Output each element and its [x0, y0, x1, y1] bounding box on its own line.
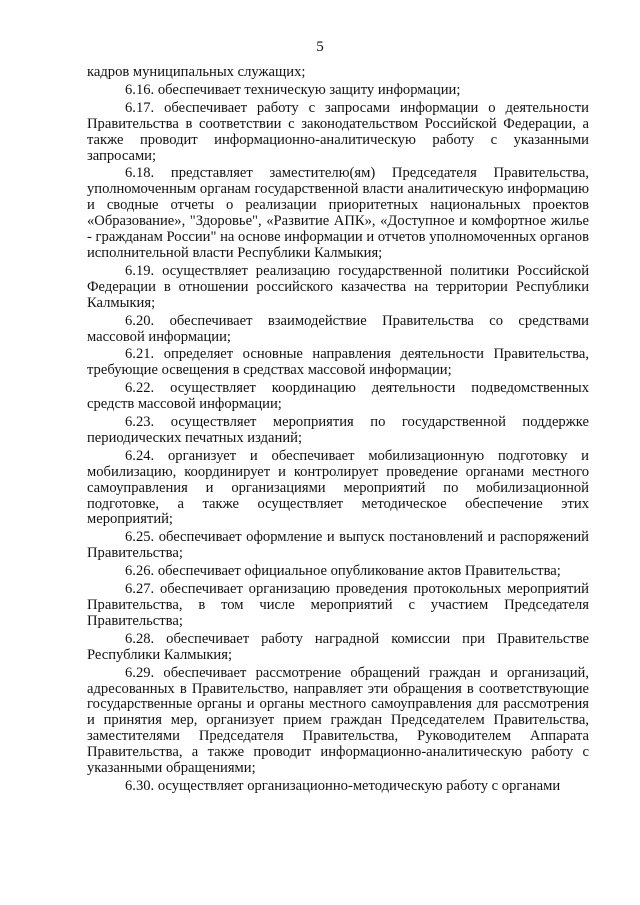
paragraph-6-25: 6.25. обеспечивает оформление и выпуск постановлений и распоряжений Правительства; [87, 529, 589, 562]
paragraph-6-29: 6.29. обеспечивает рассмотрение обращений граждан и организаций, адресованных в Правительство, направляет эти обращения в соответствующие государственные органы и органы местного самоуправления для рассмотрения и принятия мер, организует прием граждан Председателем Правительства, заместителями Председателя Правительства, Руководителем Аппарата Правительства, а также проводит информационно-аналитическую работу с указанными обращениями; [87, 664, 589, 777]
paragraph-6-30: 6.30. осуществляет организационно-методическую работу с органами [125, 777, 561, 794]
paragraph-6-16: 6.16. обеспечивает техническую защиту информации; [125, 81, 461, 98]
document-body [87, 65, 589, 797]
page-number: 5 [316, 39, 324, 55]
paragraph-6-21: 6.21. определяет основные направления деятельности Правительства, требующие освещения в средствах массовой информации; [87, 346, 589, 379]
paragraph-6-28: 6.28. обеспечивает работу наградной комиссии при Правительстве Республики Калмыкия; [87, 630, 589, 663]
paragraph-6-17: 6.17. обеспечивает работу с запросами информации о деятельности Правительства в соответствии с законодательством Российской Федерации, а также проводит информационно-аналитическую работу с указанными запросами; [87, 99, 589, 164]
paragraph-6-18: 6.18. представляет заместителю(ям) Председателя Правительства, уполномоченным органам государственной власти аналитическую информацию и сводные отчеты о реализации приоритетных национальных проектов «Образование», "Здоровье", «Развитие АПК», «Доступное и комфортное жилье - гражданам России" на основе информации и отчетов уполномоченных органов исполнительной власти Республики Калмыкия; [87, 165, 589, 261]
paragraph-6-23: 6.23. осуществляет мероприятия по государственной поддержке периодических печатных изданий; [87, 414, 589, 446]
paragraph-6-20: 6.20. обеспечивает взаимодействие Правительства со средствами массовой информации; [87, 312, 589, 345]
paragraph-6-24: 6.24. организует и обеспечивает мобилизационную подготовку и мобилизацию, координирует и контролирует проведение органами местного самоуправления и организациями мероприятий по мобилизационной подготовке, а также осуществляет методическое обеспечение этих мероприятий; [87, 447, 589, 528]
paragraph-6-22: 6.22. осуществляет координацию деятельности подведомственных средств массовой информации; [87, 380, 589, 413]
paragraph-6-19: 6.19. осуществляет реализацию государственной политики Российской Федерации в отношении российского казачества на территории Республики Калмыкия; [87, 262, 589, 311]
paragraph-6-27: 6.27. обеспечивает организацию проведения протокольных мероприятий Правительства, в том числе мероприятий с участием Председателя Правительства; [87, 581, 589, 629]
paragraph-continuation: кадров муниципальных служащих; [87, 64, 306, 80]
paragraph-6-26: 6.26. обеспечивает официальное опубликование актов Правительства; [125, 563, 561, 580]
